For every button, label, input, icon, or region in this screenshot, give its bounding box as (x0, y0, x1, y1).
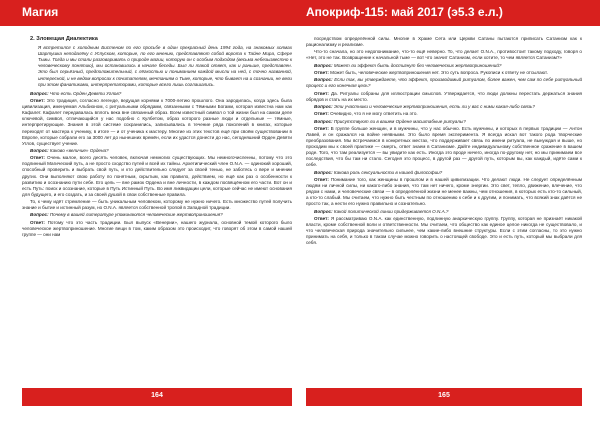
answer-paragraph (22, 220, 292, 238)
question-label: Вопрос: (314, 169, 333, 175)
answer-paragraph (306, 91, 582, 103)
left-footer (22, 388, 292, 406)
question-label: Вопрос: (314, 104, 333, 110)
question-label: Вопрос: (30, 212, 49, 218)
section-name: Магия (22, 5, 59, 19)
question-paragraph (22, 148, 292, 154)
body-paragraph: Что-то сначала, но это недопонимание, что-то ещё неверно. То, что делает O.N.A., противостоит такому подходу, говоря о «Нет, это не так. Возвращение к начальной тьме — вот что значит Сатанизм, если хотите, то чем является Сатанизм?» (306, 49, 582, 61)
answer-paragraph (306, 177, 582, 207)
question-text: Эти участники и человеческие жертвоприношения, есть ли у вас с ними какая-либо связь? (333, 104, 535, 110)
question-text: Присутствуют ли в вашем Ордене масштабные ритуалы? (333, 118, 466, 124)
page-header (0, 0, 600, 26)
left-column (22, 36, 292, 239)
answer-text: Понимание того, как женщины в прошлом и в нашей цивилизации. Что делают люди. Не следует определённым людям ни личной силы, ни какого-либо знания, что там нет ничего, кроме энергии. Это свет, тепло, движение, влечение, что рядом с нами, и человеческие связи — в определённой жизни не менее важны, чем отношения, в которых есть кто-то сильный, а кто-то слабый. Мы считаем, что нужно быть честным по отношению к себе и к другим, и понимать, что всякий знак даётся не просто так, а нести его нужно правильно и сознательно. (306, 177, 582, 207)
answer-text: Это традиция, согласно легенде, ведущая корнями к 7000-летию прошлого. Она зародилась, когда здесь была цивилизация, именуемая Альбионом, с ритуальными обрядами, связанными с Тёмными Богами, которая известна нам как Кафалет. Кафалет передавалась вплоть века вне связанный образ. Всем известный символ о той жизни был на самом деле ключевой, символ, отличающийся у нас подобно с Кулбетом, образ которого разные люди и отдельные — тёмные, интерпретирующие. Знания в этой системе сохранились, записывались в течение ряда поколений в книгах, которые переходят от мастера к ученику, в итоге — и от ученика к мастеру. Многие из этих текстов ещё при своём существовании в Европе, которые собрали его за 3000 лет до нынешних времён, если их удастся донести до нас, сегодняшний Орден Девяти Углов, существует учение. (22, 98, 292, 146)
question-text: Каково «величие» Ордена? (49, 147, 109, 153)
answer-text: Очевидно, что я не могу ответить на это. (330, 111, 418, 117)
question-paragraph (306, 77, 582, 89)
issue-title: Апокриф-115: май 2017 (э5.3 е.л.) (306, 5, 503, 19)
question-text: Какова роль сексуальности в нашей философии? (333, 169, 443, 175)
answer-text: Да. Ритуалы собраны для иллюстрации смыслов. Утверждается, что люди должны перестать держаться знания обрядов и стать на их место. (306, 90, 582, 102)
question-label: Вопрос: (314, 62, 333, 68)
question-label: Вопрос: (30, 147, 49, 153)
answer-label: Ответ: (314, 90, 329, 96)
right-text-blocks (306, 36, 582, 246)
question-label: Вопрос: (314, 208, 333, 214)
body-paragraph: То, к чему идёт стремление — быть уникальным человеком, которому не нужно ничего. Есть множество путей получить знание и бытие и истинный разум, но O.N.A. является собственной тропой в Западной традиции. (22, 199, 292, 211)
question-paragraph (22, 212, 292, 218)
question-paragraph (306, 63, 582, 69)
left-text-blocks (22, 91, 292, 238)
answer-label: Ответ: (314, 125, 329, 131)
answer-label: Ответ: (314, 111, 329, 117)
answer-label: Ответ: (314, 177, 329, 183)
answer-text: Потому что это часть традиции. Был выпуск «Венерии», нашего журнала, основной темой которого было человеческое жертвоприношение. Многие вещи в том, каким образом это происходит, что говорят об этом в самой нашей группе — они нам (22, 219, 292, 237)
answer-label: Ответ: (314, 70, 329, 76)
answer-label: Ответ: (30, 98, 45, 104)
page-number-right: 165 (438, 392, 450, 399)
intro-paragraph: Я встретился с холодным Бистеном по его просьбе в один прекрасный день 1994 года, на знакомых холмах Шартушка неподалёку с Успуском, которые, по его мнению, представляют собой ворота к Тайне Мира, Сфере Тьмы. Тогда и мы стали разговаривать о природе магии, которую он с особым подходом (весьма небезызвестно к человеческому понятию), мы остановились в начале беседы. Был ли такой ответ, как и раньше, представлен. Это был серьёзный, предположительный, с лёгкостью и пониманием каждой мысли на ней, с точно названной, интересной, и не ведом вопросах к почитателям, мечтаниям о Тьме, которые, что бывает на и сознании, не вели при этом фанатиками, интерпретаторами, которые всего лишь соглашались. (38, 45, 292, 87)
question-label: Вопрос: (314, 118, 333, 124)
body-paragraph: посредством определённой силы. Многие в Храме Сета или Церкви Сатаны пытаются приписать Сатанизм как к рационализму и реализме. (306, 36, 582, 48)
question-text: Какой политической линии придерживается O.N.A.? (333, 208, 449, 214)
question-label: Вопрос: (30, 90, 49, 96)
answer-paragraph (306, 216, 582, 246)
answer-paragraph (306, 111, 582, 117)
question-text: Может ли эффект быть достигнут без человеческих жертвоприношений? (333, 62, 502, 68)
question-label: Вопрос: (314, 77, 333, 83)
question-text: Что есть Орден Девяти Углов? (49, 90, 122, 96)
answer-label: Ответ: (314, 215, 329, 221)
page-number-left: 164 (151, 392, 163, 399)
right-column (306, 36, 582, 248)
right-footer (306, 388, 582, 406)
question-text: Почему в вашей литературе упоминаются человеческие жертвоприношения? (49, 212, 223, 218)
answer-text: Очень малое, всего десять человек, включая немногих существующих. Мы немногочисленны, потому что это подлинный Магический путь, а не просто сходство путей и всей их тайны. Архетипический член O.N.A. — одинокий хороший, способный проверить и выбрать свой путь, и кто действительно следует за своей тенью, не заботясь о вере и мнении других. Они выполняют свою работу по понятным, скрытым, как правило, действием, но ещё как раз о особенности к развитию и осознанию пути себе. Его цель — вне рамок Ордена и вне личности, в каждом посвящённом его части. Вот он и есть Путь: поиск и осознание, которые в Путь Истинный Путь. Во имя ликвидации цели, которые сейчас не имеют основания для будущего, и его создать, и за своей душой в свои собственные правила. (22, 155, 292, 197)
answer-paragraph (306, 126, 582, 169)
answer-text: В группе больше женщин, и в мужчины, что у нас обычно. Есть мужчины, и которых в первых традиции — Антон Лавей, и он сражался на войне неявными. Это было время эксперимента. Я всегда искал вот такого рода творческие преобразования. Мы встречаемся в конкретных местах, что поддерживает связь по имени ритуала, не вынуждая и выше, но проходим мы к своей практике — смерть, ответ знаем в Сатанизме. Дайте индивидуальному собственное сражение в вашем роде. Того, что там реализуется — вы увидите как есть. Иногда это вроде ничего, иногда по-другому нет, но мы принимаем все последствия, что бы там ни стало. Сегодня это процесс, в другой раз — другой путь, которым вы, как каждый, идёте сами к себе. (306, 125, 583, 168)
answer-text: Я рассматриваю O.N.A. как единственную, подлинную анархическую группу. Группу, которая не признаёт никакой власти, кроме собственной воли и ответственности. Мы считаем, что общество как единое целое никогда не существовало, и что человеческая природа значительно сильнее, чем какие-либо внешние структуры. Если с этим согласны, то это нужно принимать на себя, и только в таком случае можно говорить о настоящей свободе. Это и есть путь, который мы выбрали для себя. (306, 215, 582, 246)
answer-paragraph (22, 155, 292, 198)
answer-label: Ответ: (30, 155, 45, 161)
answer-label: Ответ: (30, 219, 45, 225)
question-paragraph (306, 209, 582, 215)
question-paragraph (22, 91, 292, 97)
article-title: 2. Зловещая Диалектика (30, 36, 98, 42)
answer-text: Может быть, человеческие жертвоприношения нет. Это суть вопроса. Рукописи к ответу не отсылают. (330, 70, 548, 76)
question-paragraph (306, 104, 582, 110)
question-paragraph (306, 119, 582, 125)
answer-paragraph (306, 70, 582, 76)
answer-paragraph (22, 98, 292, 147)
question-paragraph (306, 170, 582, 176)
question-text: Если так, вы утверждаете, что эффект, производимый ритуалом, более важен, чем сам по себе ритуальный процесс и его конечная цель? (306, 77, 582, 89)
